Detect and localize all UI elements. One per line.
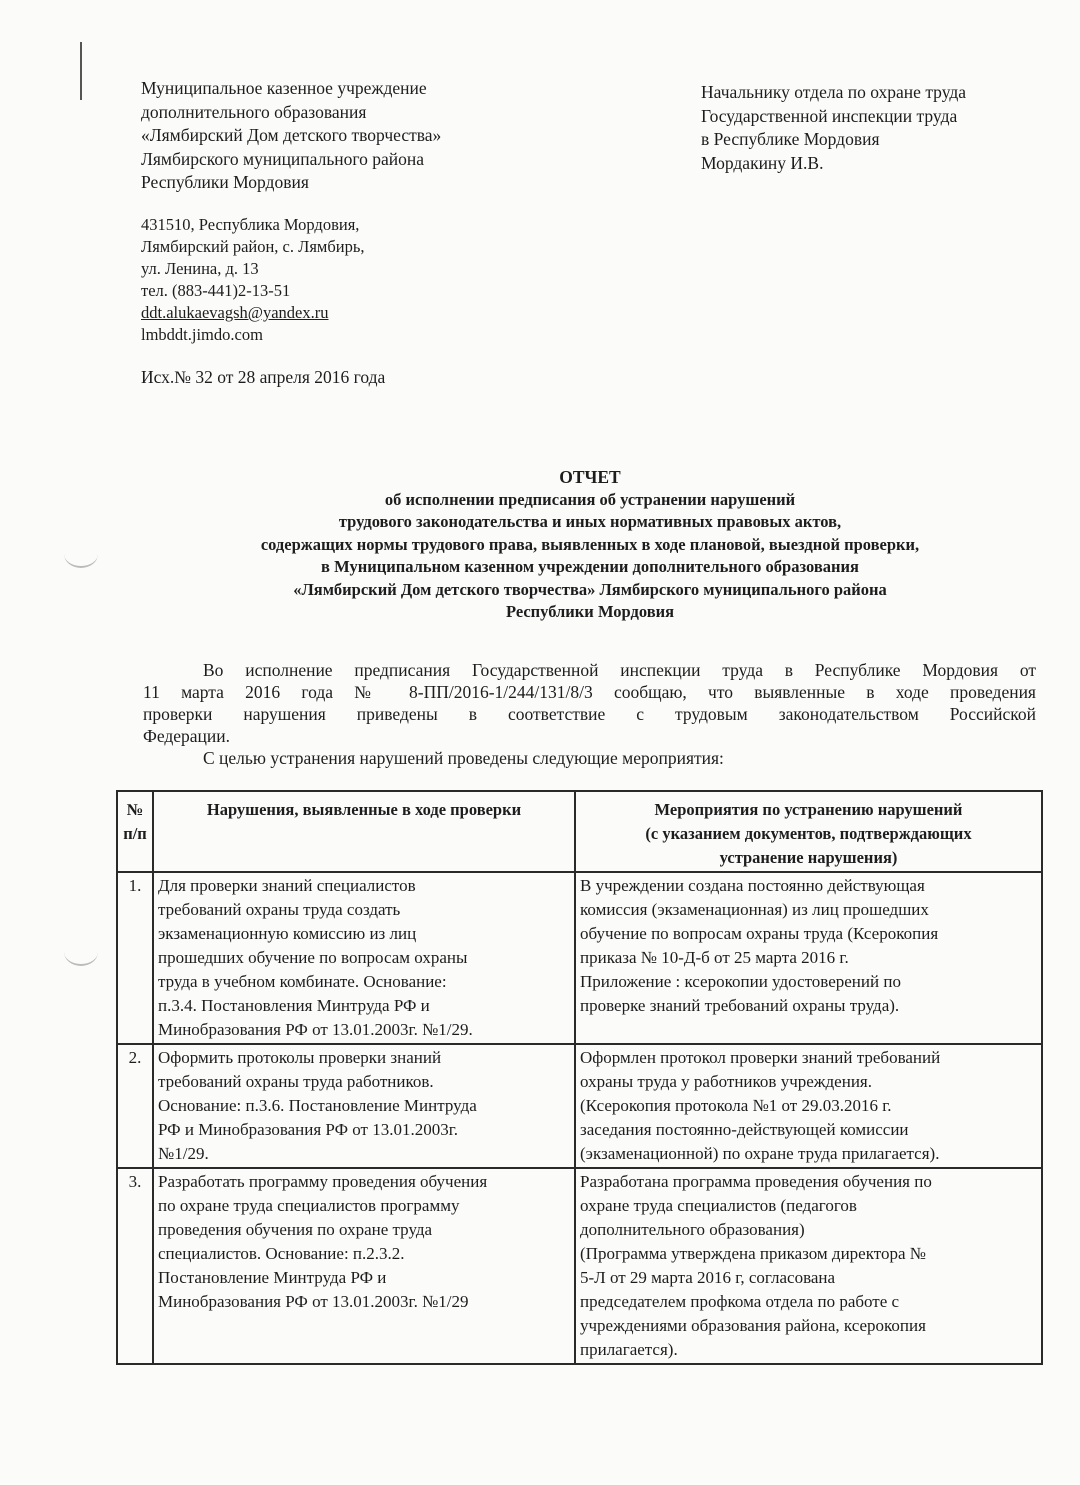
- address-line: Лямбирский район, с. Лямбирь,: [141, 237, 365, 256]
- intro-line: Во исполнение предписания Государственной инспекции труда в Республике Мордовия от: [203, 660, 1036, 680]
- cell-line: прошедших обучение по вопросам охраны: [158, 948, 468, 967]
- report-subtitle-line: трудового законодательства и иных нормативных правовых актов,: [338, 512, 842, 531]
- recipient-line: Мордакину И.В.: [701, 152, 824, 173]
- cell-line: (Ксерокопия протокола №1 от 29.03.2016 г.: [580, 1096, 892, 1115]
- table-row: [117, 872, 1042, 1044]
- row-violation: [153, 1168, 575, 1364]
- header-measures-line: Мероприятия по устранению нарушений: [654, 800, 963, 819]
- sender-line: Республики Мордовия: [141, 172, 309, 192]
- cell-line: дополнительного образования): [580, 1220, 805, 1239]
- row-measure: [575, 1044, 1042, 1168]
- cell-line: №1/29.: [158, 1144, 209, 1163]
- cell-line: прилагается).: [580, 1340, 678, 1359]
- recipient-block: [701, 81, 966, 175]
- cell-line: Для проверки знаний специалистов: [158, 876, 416, 895]
- cell-line: п.3.4. Постановления Минтруда РФ и: [158, 996, 430, 1015]
- cell-line: по охране труда специалистов программу: [158, 1196, 460, 1215]
- report-subtitle-line: Республики Мордовия: [505, 602, 675, 621]
- row-num: 2.: [117, 1044, 153, 1168]
- cell-line: Основание: п.3.6. Постановление Минтруда: [158, 1096, 477, 1115]
- email-link[interactable]: ddt.alukaevagsh@yandex.ru: [141, 303, 329, 322]
- cell-line: требований охраны труда работников.: [158, 1072, 434, 1091]
- intro-line: проверки нарушения приведены в соответствие с трудовым законодательством Российской: [143, 704, 1036, 724]
- address-line: 431510, Республика Мордовия,: [141, 215, 360, 234]
- row-num: 1.: [117, 872, 153, 1044]
- row-measure: [575, 1168, 1042, 1364]
- address-line: тел. (883-441)2-13-51: [141, 281, 291, 300]
- cell-line: требований охраны труда создать: [158, 900, 401, 919]
- cell-line: (Программа утверждена приказом директора №: [580, 1244, 926, 1263]
- report-heading: ОТЧЕТ: [559, 467, 621, 487]
- cell-line: специалистов. Основание: п.2.3.2.: [158, 1244, 405, 1263]
- intro-line: Федерации.: [143, 726, 231, 746]
- sender-line: дополнительного образования: [141, 101, 367, 122]
- row-violation: [153, 872, 575, 1044]
- cell-line: Постановление Минтруда РФ и: [158, 1268, 387, 1287]
- cell-line: охране труда специалистов (педагогов: [580, 1196, 857, 1215]
- cell-line: Разработать программу проведения обучения: [158, 1172, 488, 1191]
- row-measure: [575, 872, 1042, 1044]
- header-violations: Нарушения, выявленные в ходе проверки: [153, 791, 575, 872]
- sender-line: Лямбирского муниципального района: [141, 148, 425, 169]
- measures-table: [116, 790, 1043, 1365]
- cell-line: 5-Л от 29 марта 2016 г, согласована: [580, 1268, 836, 1287]
- cell-line: Минобразования РФ от 13.01.2003г. №1/29: [158, 1292, 469, 1311]
- table-header-row: [117, 791, 1042, 872]
- report-subtitle-line: об исполнении предписания об устранении нарушений: [384, 489, 796, 509]
- address-line: ул. Ленина, д. 13: [141, 259, 259, 278]
- cell-line: (экзаменационной) по охране труда прилагается).: [580, 1144, 940, 1163]
- punch-hole-mark: [64, 938, 98, 966]
- table-row: [117, 1168, 1042, 1364]
- report-subtitle-line: содержащих нормы трудового права, выявленных в ходе плановой, выездной проверки,: [260, 534, 920, 554]
- cell-line: Разработана программа проведения обучения по: [580, 1172, 932, 1191]
- recipient-line: Начальнику отдела по охране труда: [701, 82, 967, 102]
- scan-margin-line: [80, 42, 82, 100]
- report-title: [90, 466, 1080, 624]
- intro-paragraph: [143, 659, 1036, 769]
- cell-line: охраны труда у работников учреждения.: [580, 1072, 872, 1091]
- header-measures-line: устранение нарушения): [719, 848, 898, 867]
- cell-line: обучение по вопросам охраны труда (Ксерокопия: [580, 924, 939, 943]
- sender-address: [141, 214, 364, 346]
- cell-line: учреждениями образования района, ксерокопия: [580, 1316, 926, 1335]
- cell-line: заседания постоянно-действующей комиссии: [580, 1120, 909, 1139]
- cell-line: Приложение : ксерокопии удостоверений по: [580, 972, 901, 991]
- sender-line: Муниципальное казенное учреждение: [141, 78, 427, 98]
- cell-line: Минобразования РФ от 13.01.2003г. №1/29.: [158, 1020, 473, 1039]
- cell-line: председателем профкома отдела по работе с: [580, 1292, 900, 1311]
- cell-line: Оформлен протокол проверки знаний требований: [580, 1048, 941, 1067]
- report-subtitle-line: «Лямбирский Дом детского творчества» Лямбирского муниципального района: [293, 579, 887, 599]
- cell-line: приказа № 10-Д-б от 25 марта 2016 г.: [580, 948, 849, 967]
- cell-line: комиссия (экзаменационная) из лиц прошедших: [580, 900, 929, 919]
- cell-line: В учреждении создана постоянно действующая: [580, 876, 925, 895]
- measures-intro: С целью устранения нарушений проведены следующие мероприятия:: [203, 748, 724, 768]
- outgoing-number: Исх.№ 32 от 28 апреля 2016 года: [141, 367, 386, 387]
- intro-line: 11 марта 2016 года № 8-ПП/2016-1/244/131/8/3 сообщаю, что выявленные в ходе проведения: [143, 682, 1036, 702]
- header-measures: [575, 791, 1042, 872]
- table-row: [117, 1044, 1042, 1168]
- cell-line: проведения обучения по охране труда: [158, 1220, 433, 1239]
- sender-block: [141, 77, 441, 195]
- cell-line: труда в учебном комбинате. Основание:: [158, 972, 447, 991]
- cell-line: проверке знаний требований охраны труда).: [580, 996, 900, 1015]
- header-num: № п/п: [117, 791, 153, 872]
- cell-line: экзаменационную комиссию из лиц: [158, 924, 417, 943]
- sender-line: «Лямбирский Дом детского творчества»: [141, 125, 442, 145]
- cell-line: РФ и Минобразования РФ от 13.01.2003г.: [158, 1120, 459, 1139]
- website-link[interactable]: lmbddt.jimdo.com: [141, 325, 263, 344]
- row-num: 3.: [117, 1168, 153, 1364]
- recipient-line: в Республике Мордовия: [701, 129, 880, 149]
- recipient-line: Государственной инспекции труда: [701, 105, 958, 126]
- report-subtitle-line: в Муниципальном казенном учреждении дополнительного образования: [321, 557, 859, 576]
- row-violation: [153, 1044, 575, 1168]
- header-measures-line: (с указанием документов, подтверждающих: [645, 824, 972, 843]
- cell-line: Оформить протоколы проверки знаний: [158, 1048, 442, 1067]
